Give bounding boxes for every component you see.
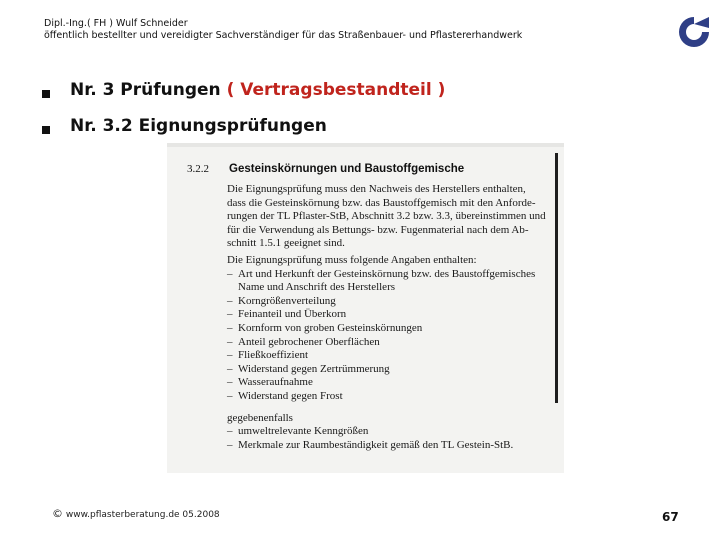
bullet-main-text: Nr. 3 Prüfungen <box>70 80 221 100</box>
list-item: Name und Anschrift des Herstellers <box>238 281 396 294</box>
bullet-marker <box>42 126 50 134</box>
footer <box>52 507 220 520</box>
footer-text: www.pflasterberatung.de 05.2008 <box>65 510 220 520</box>
bullet-marker <box>42 90 50 98</box>
list-item: – Fließkoeffizient <box>227 349 557 363</box>
paragraph-line: dass die Gesteinskörnung bzw. das Baustoffgemisch mit den Anforde- <box>227 196 536 209</box>
list-intro: Die Eignungsprüfung muss folgende Angaben enthalten: <box>227 253 477 266</box>
list-item: – Art und Herkunft der Gesteinskörnung bzw. des Baustoffgemisches <box>227 268 557 282</box>
list-item: – umweltrelevante Kenngrößen <box>227 425 557 439</box>
list-item: – Widerstand gegen Frost <box>227 390 557 404</box>
list-item: – Wasseraufnahme <box>227 376 557 390</box>
list-item: – Widerstand gegen Zertrümmerung <box>227 363 557 377</box>
copyright-icon: © <box>52 507 63 520</box>
section-title: Gesteinskörnungen und Baustoffgemische <box>229 163 465 175</box>
conditional-label: gegebenenfalls <box>227 411 293 424</box>
list-item: – Kornform von groben Gesteinskörnungen <box>227 322 557 336</box>
header-description: öffentlich bestellter und vereidigter Sachverständiger für das Straßenbauer- und Pflastererhandwerk <box>44 30 523 41</box>
list-item: – Korngrößenverteilung <box>227 295 557 309</box>
company-logo-icon <box>676 14 712 50</box>
bullet-text-pruefungen <box>70 80 445 100</box>
list-item: – Anteil gebrochener Oberflächen <box>227 336 557 350</box>
bullet-main-text: Nr. 3.2 Eignungsprüfungen <box>70 116 327 136</box>
page-number: 67 <box>662 510 679 524</box>
list-item: – Merkmale zur Raumbeständigkeit gemäß den TL Gestein-StB. <box>227 439 557 453</box>
conditional-list <box>227 425 557 452</box>
scan-top-strip <box>167 143 564 147</box>
bullet-text-eignungspruefungen <box>70 116 327 136</box>
section-body <box>227 183 557 452</box>
paragraph-line: Die Eignungsprüfung muss den Nachweis des Herstellers enthalten, <box>227 183 526 195</box>
scanned-document-excerpt <box>167 143 564 473</box>
paragraph-line: für die Verwendung als Bettungs- bzw. Fugenmaterial nach dem Ab- <box>227 223 529 236</box>
section-number: 3.2.2 <box>187 163 209 175</box>
paragraph-line: schnitt 1.5.1 geeignet sind. <box>227 237 345 250</box>
header-name: Dipl.-Ing.( FH ) Wulf Schneider <box>44 18 188 29</box>
header <box>44 18 522 42</box>
bullet-highlight-text: ( Vertragsbestandteil ) <box>220 80 446 100</box>
requirements-list <box>227 268 557 404</box>
paragraph-line: rungen der TL Pflaster-StB, Abschnitt 3.2 bzw. 3.3, übereinstimmen und <box>227 210 546 223</box>
list-item: – Feinanteil und Überkorn <box>227 308 557 322</box>
